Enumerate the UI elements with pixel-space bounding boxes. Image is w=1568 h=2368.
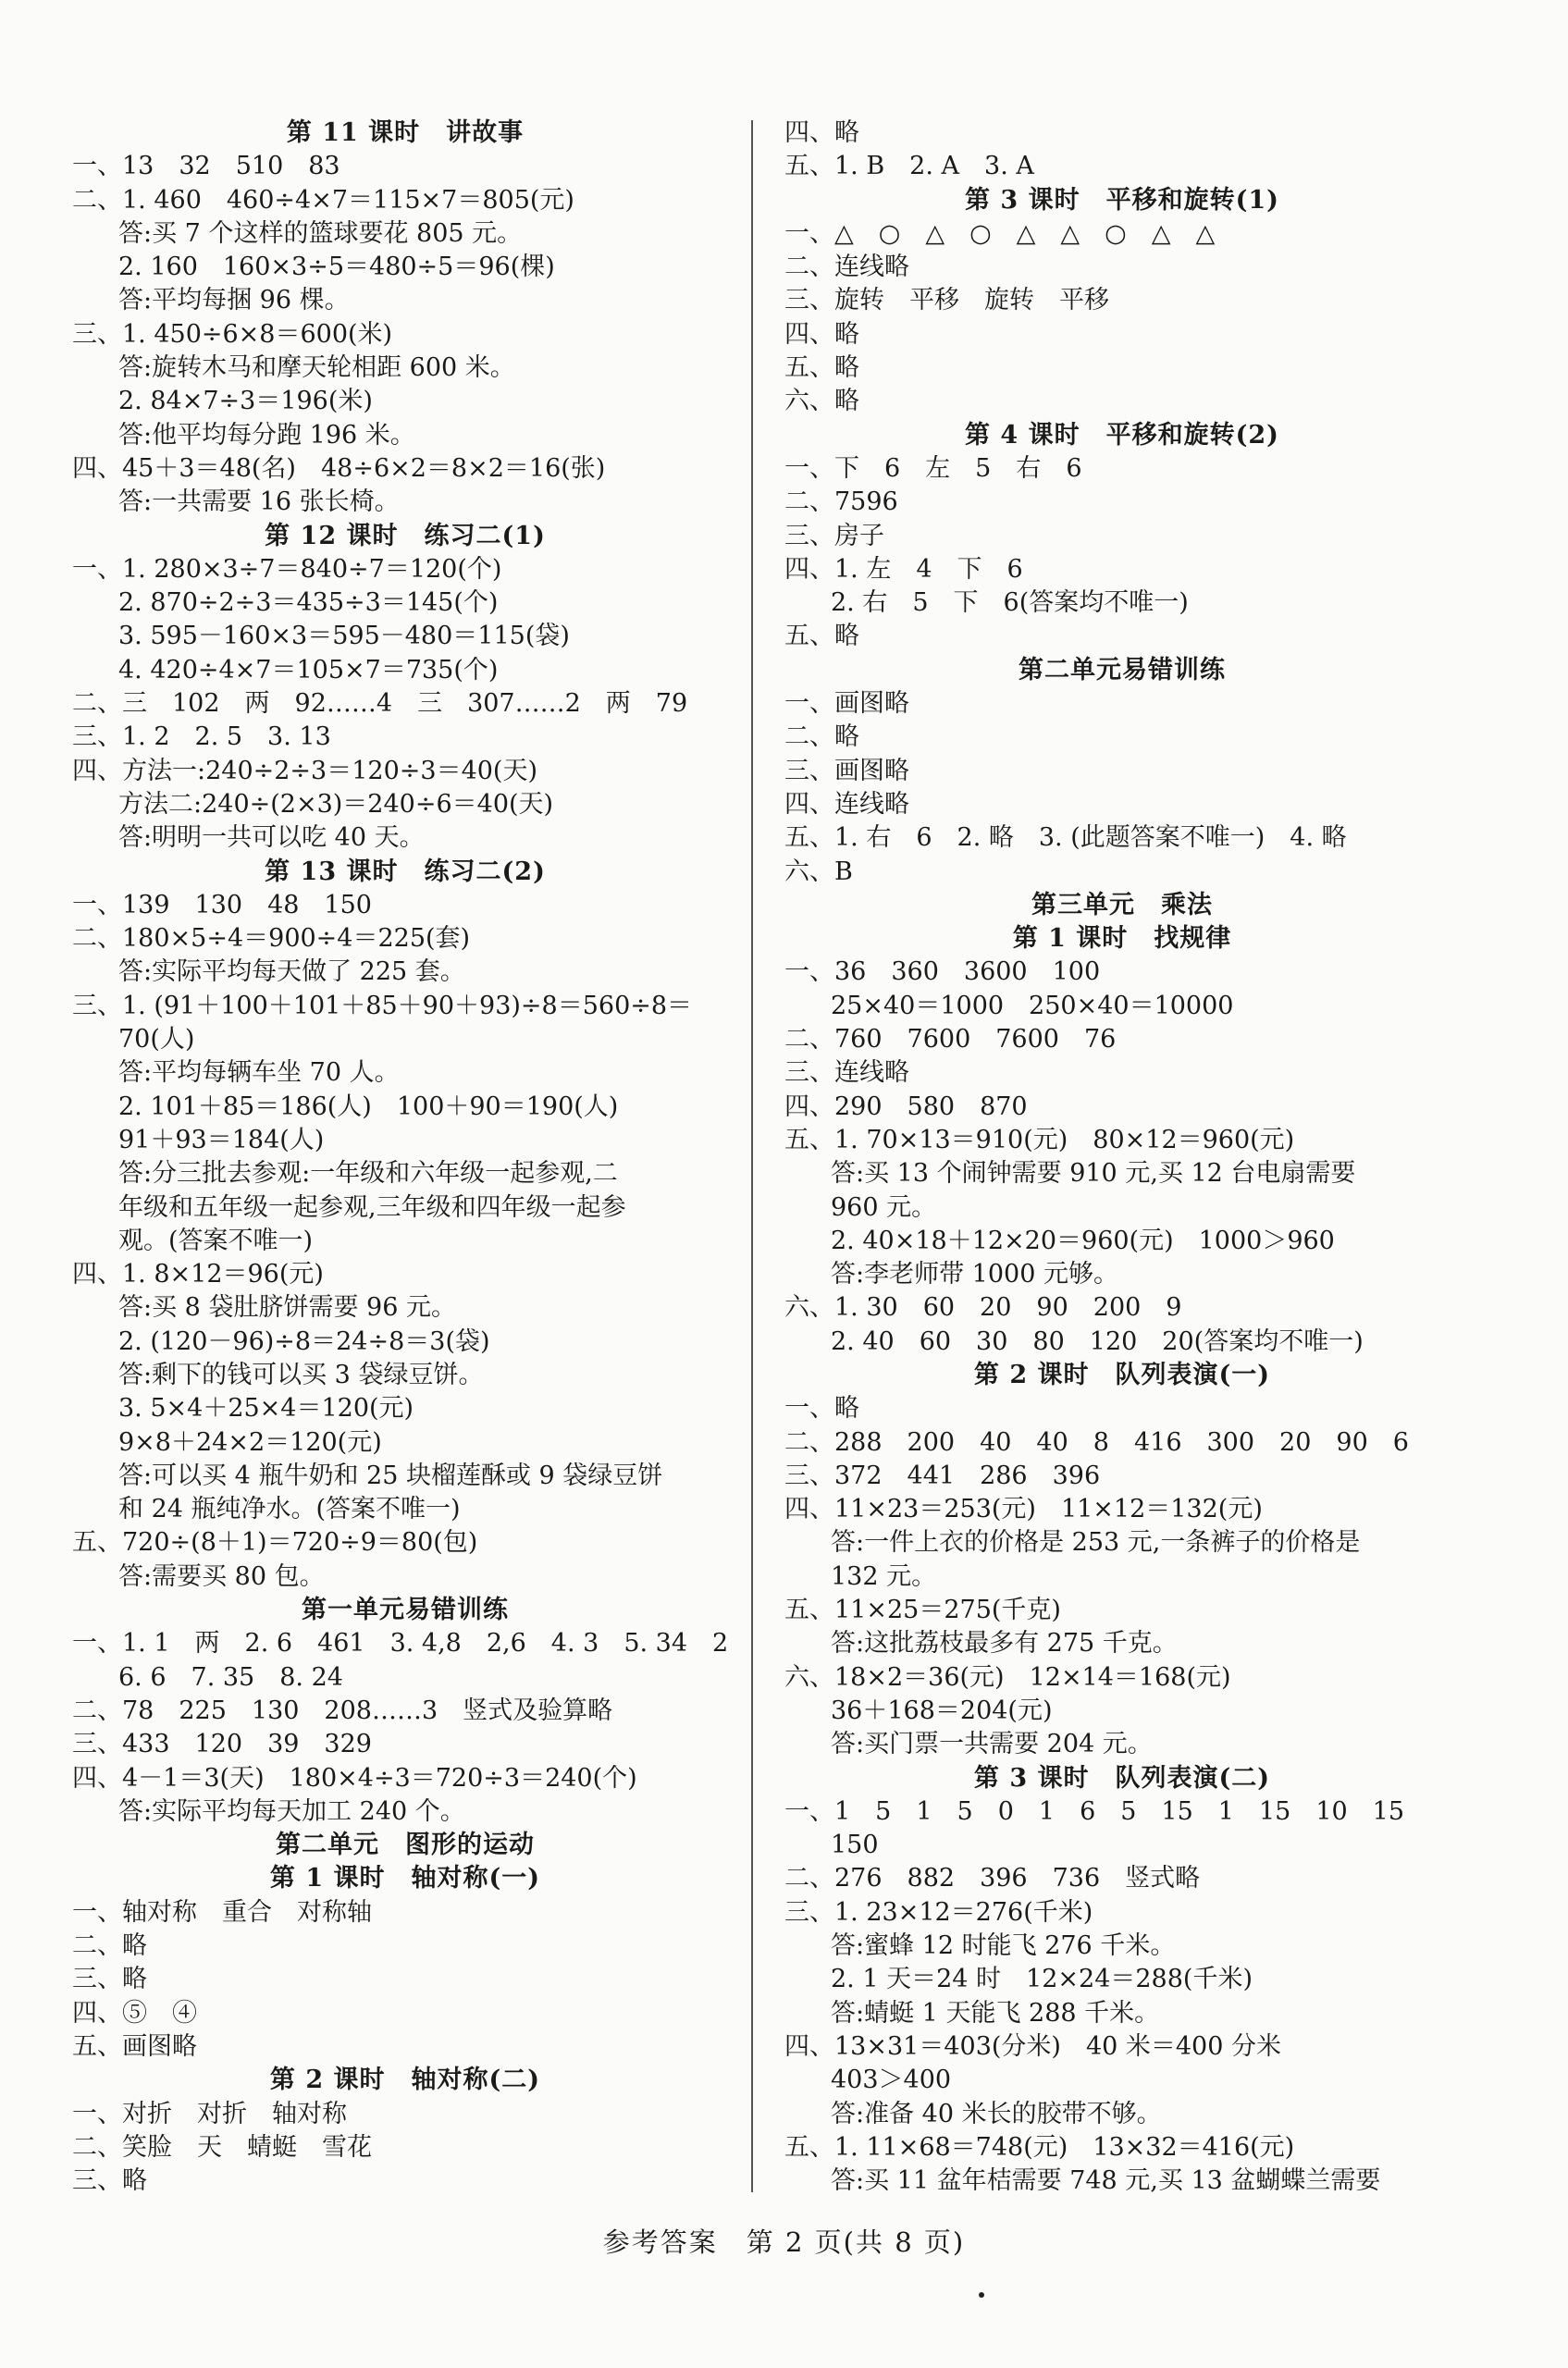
answer-line: 四、方法一:240÷2÷3＝120÷3＝40(天) bbox=[72, 756, 537, 785]
answer-line: 70(人) bbox=[118, 1025, 195, 1054]
page-dot bbox=[979, 2292, 984, 2298]
answer-line: 二、略 bbox=[784, 722, 859, 752]
answer-line: 2. 160 160×3÷5＝480÷5＝96(棵) bbox=[118, 253, 555, 282]
section-heading: 第 12 课时 练习二(1) bbox=[265, 521, 546, 550]
answer-line: 一、1. 280×3÷7＝840÷7＝120(个) bbox=[72, 554, 502, 584]
answer-line: 五、略 bbox=[784, 622, 859, 651]
answer-line: 2. 右 5 下 6(答案均不唯一) bbox=[831, 588, 1189, 618]
answer-line: 答:旋转木马和摩天轮相距 600 米。 bbox=[118, 353, 515, 383]
section-heading: 第 1 课时 找规律 bbox=[1012, 924, 1232, 954]
answer-line: 二、78 225 130 208……3 竖式及验算略 bbox=[72, 1696, 613, 1725]
answer-line: 2. 84×7÷3＝196(米) bbox=[118, 387, 373, 416]
answer-line: 五、720÷(8＋1)＝720÷9＝80(包) bbox=[72, 1528, 478, 1558]
section-heading: 第一单元易错训练 bbox=[302, 1596, 509, 1625]
answer-line: 2. (120－96)÷8＝24÷8＝3(袋) bbox=[118, 1326, 490, 1356]
answer-line: 三、1. (91＋100＋101＋85＋90＋93)÷8＝560÷8＝ bbox=[72, 991, 693, 1020]
answer-line: 一、139 130 48 150 bbox=[72, 890, 372, 919]
answer-line: 三、旋转 平移 旋转 平移 bbox=[784, 286, 1109, 315]
section-heading: 第二单元易错训练 bbox=[1019, 655, 1226, 684]
answer-line: 4. 420÷4×7＝105×7＝735(个) bbox=[118, 655, 499, 684]
answer-line: 二、三 102 两 92……4 三 307……2 两 79 bbox=[72, 689, 688, 719]
column-divider bbox=[751, 120, 753, 2192]
section-heading: 第 3 课时 平移和旋转(1) bbox=[965, 185, 1279, 215]
answer-line: 答:李老师带 1000 元够。 bbox=[831, 1260, 1118, 1289]
page-footer: 参考答案 第 2 页(共 8 页) bbox=[602, 2226, 966, 2258]
answer-line: 二、1. 460 460÷4×7＝115×7＝805(元) bbox=[72, 185, 574, 215]
answer-line: 3. 595－160×3＝595－480＝115(袋) bbox=[118, 622, 570, 651]
answer-line: 五、画图略 bbox=[72, 2031, 197, 2061]
answer-line: 四、略 bbox=[784, 118, 859, 147]
answer-line: 一、轴对称 重合 对称轴 bbox=[72, 1897, 372, 1927]
answer-line: 一、对折 对折 轴对称 bbox=[72, 2099, 347, 2128]
answer-line: 150 bbox=[831, 1831, 879, 1860]
answer-line: 9×8＋24×2＝120(元) bbox=[118, 1427, 382, 1457]
answer-line: 答:一共需要 16 张长椅。 bbox=[118, 487, 400, 517]
answer-line: 二、180×5÷4＝900÷4＝225(套) bbox=[72, 924, 471, 954]
answer-line: 三、略 bbox=[72, 2166, 147, 2196]
answer-line: 四、45＋3＝48(名) 48÷6×2＝8×2＝16(张) bbox=[72, 453, 606, 483]
answer-line: 答:蜜蜂 12 时能飞 276 千米。 bbox=[831, 1931, 1176, 1961]
answer-line: 3. 5×4＋25×4＝120(元) bbox=[118, 1394, 414, 1424]
answer-line: 三、略 bbox=[72, 1965, 147, 1994]
answer-line: 方法二:240÷(2×3)＝240÷6＝40(天) bbox=[118, 789, 554, 819]
section-heading: 第三单元 乘法 bbox=[1031, 890, 1213, 919]
answer-line: 三、房子 bbox=[784, 521, 884, 550]
answer-line: 答:买 7 个这样的篮球要花 805 元。 bbox=[118, 218, 523, 248]
answer-line: 403＞400 bbox=[831, 2066, 952, 2095]
answer-line: 二、276 882 396 736 竖式略 bbox=[784, 1864, 1201, 1893]
answer-line: 答:分三批去参观:一年级和六年级一起参观,二 bbox=[118, 1159, 618, 1189]
answer-line: 一、1. 1 两 2. 6 461 3. 4,8 2,6 4. 3 5. 34 2 bbox=[72, 1629, 729, 1659]
answer-line: 四、4－1＝3(天) 180×4÷3＝720÷3＝240(个) bbox=[72, 1763, 637, 1793]
answer-line: 四、连线略 bbox=[784, 789, 909, 819]
answer-line: 三、372 441 286 396 bbox=[784, 1461, 1101, 1490]
answer-line: 答:买 11 盆年桔需要 748 元,买 13 盆蝴蝶兰需要 bbox=[831, 2166, 1381, 2196]
answer-line: 一、1 5 1 5 0 1 6 5 15 1 15 10 15 bbox=[784, 1796, 1405, 1826]
answer-line: 五、略 bbox=[784, 353, 859, 383]
answer-line: 一、13 32 510 83 bbox=[72, 152, 340, 181]
answer-line: 答:平均每捆 96 棵。 bbox=[118, 286, 350, 315]
answer-line: 答:可以买 4 瓶牛奶和 25 块榴莲酥或 9 袋绿豆饼 bbox=[118, 1461, 663, 1490]
answer-line: 答:需要买 80 包。 bbox=[118, 1561, 325, 1591]
answer-line: 132 元。 bbox=[831, 1561, 937, 1591]
answer-line: 六、B bbox=[784, 857, 853, 886]
answer-line: 答:买门票一共需要 204 元。 bbox=[831, 1730, 1153, 1759]
answer-line: 2. 40 60 30 80 120 20(答案均不唯一) bbox=[831, 1326, 1364, 1356]
answer-line: 和 24 瓶纯净水。(答案不唯一) bbox=[118, 1495, 461, 1524]
answer-line: 六、1. 30 60 20 90 200 9 bbox=[784, 1293, 1182, 1323]
answer-line: 三、1. 450÷6×8＝600(米) bbox=[72, 319, 393, 349]
answer-line: 三、连线略 bbox=[784, 1058, 909, 1088]
answer-line: 六、18×2＝36(元) 12×14＝168(元) bbox=[784, 1662, 1231, 1692]
section-heading: 第 2 课时 队列表演(一) bbox=[973, 1360, 1271, 1389]
answer-line: 四、1. 8×12＝96(元) bbox=[72, 1260, 324, 1289]
answer-line: 一、36 360 3600 100 bbox=[784, 957, 1101, 987]
answer-line: 四、⑤ ④ bbox=[72, 1998, 197, 2028]
answer-line: 6. 6 7. 35 8. 24 bbox=[118, 1662, 343, 1692]
answer-line: 五、11×25＝275(千克) bbox=[784, 1596, 1061, 1625]
answer-line: 二、略 bbox=[72, 1931, 147, 1961]
answer-line: 三、1. 2 2. 5 3. 13 bbox=[72, 722, 331, 752]
right-column bbox=[784, 117, 1460, 2198]
answer-line: 答:这批荔枝最多有 275 千克。 bbox=[831, 1629, 1178, 1659]
answer-line: 一、略 bbox=[784, 1394, 859, 1424]
answer-line: 四、13×31＝403(分米) 40 米＝400 分米 bbox=[784, 2031, 1281, 2061]
answer-line: 答:剩下的钱可以买 3 袋绿豆饼。 bbox=[118, 1360, 484, 1389]
answer-line: 25×40＝1000 250×40＝10000 bbox=[831, 991, 1234, 1020]
answer-line: 答:明明一共可以吃 40 天。 bbox=[118, 823, 425, 853]
answer-line: 2. 870÷2÷3＝435÷3＝145(个) bbox=[118, 588, 499, 618]
section-heading: 第二单元 图形的运动 bbox=[276, 1831, 535, 1860]
answer-line: 五、1. 70×13＝910(元) 80×12＝960(元) bbox=[784, 1125, 1295, 1154]
answer-line: 五、1. 右 6 2. 略 3. (此题答案不唯一) 4. 略 bbox=[784, 823, 1347, 853]
answer-line: 观。(答案不唯一) bbox=[118, 1226, 314, 1255]
answer-line: 2. 40×18＋12×20＝960(元) 1000＞960 bbox=[831, 1226, 1335, 1255]
answer-line: 三、1. 23×12＝276(千米) bbox=[784, 1897, 1093, 1927]
answer-line: 五、1. 11×68＝748(元) 13×32＝416(元) bbox=[784, 2132, 1295, 2162]
answer-line: 960 元。 bbox=[831, 1192, 937, 1222]
answer-line: 三、433 120 39 329 bbox=[72, 1730, 372, 1759]
section-heading: 第 3 课时 队列表演(二) bbox=[973, 1763, 1271, 1793]
answer-line: 年级和五年级一起参观,三年级和四年级一起参 bbox=[118, 1192, 626, 1222]
answer-line: 36＋168＝204(元) bbox=[831, 1696, 1053, 1725]
answer-line: 二、760 7600 7600 76 bbox=[784, 1025, 1117, 1054]
answer-line: 答:买 13 个闹钟需要 910 元,买 12 台电扇需要 bbox=[831, 1159, 1356, 1189]
answer-line: 91＋93＝184(人) bbox=[118, 1125, 325, 1154]
answer-line: 三、画图略 bbox=[784, 756, 909, 785]
answer-line: 2. 101＋85＝186(人) 100＋90＝190(人) bbox=[118, 1092, 619, 1121]
answer-line: 二、连线略 bbox=[784, 253, 909, 282]
answer-line: 一、△ ○ △ ○ △ △ ○ △ △ bbox=[784, 218, 1216, 248]
answer-line: 五、1. B 2. A 3. A bbox=[784, 152, 1034, 181]
answer-line: 答:平均每辆车坐 70 人。 bbox=[118, 1058, 400, 1088]
answer-line: 2. 1 天＝24 时 12×24＝288(千米) bbox=[831, 1965, 1253, 1994]
answer-line: 答:他平均每分跑 196 米。 bbox=[118, 420, 415, 450]
section-heading: 第 13 课时 练习二(2) bbox=[265, 857, 546, 886]
answer-line: 二、288 200 40 40 8 416 300 20 90 6 bbox=[784, 1427, 1409, 1457]
section-heading: 第 11 课时 讲故事 bbox=[286, 118, 525, 147]
answer-line: 答:蜻蜓 1 天能飞 288 千米。 bbox=[831, 1998, 1160, 2028]
answer-line: 四、略 bbox=[784, 319, 859, 349]
section-heading: 第 2 课时 轴对称(二) bbox=[269, 2066, 541, 2095]
section-heading: 第 4 课时 平移和旋转(2) bbox=[965, 420, 1279, 450]
answer-line: 一、画图略 bbox=[784, 689, 909, 719]
answer-line: 六、略 bbox=[784, 387, 859, 416]
section-heading: 第 1 课时 轴对称(一) bbox=[269, 1864, 541, 1893]
answer-line: 二、笑脸 天 蜻蜓 雪花 bbox=[72, 2132, 372, 2162]
answer-line: 答:实际平均每天加工 240 个。 bbox=[118, 1796, 465, 1826]
answer-line: 四、1. 左 4 下 6 bbox=[784, 554, 1023, 584]
left-column bbox=[72, 117, 738, 2198]
answer-line: 答:一件上衣的价格是 253 元,一条裤子的价格是 bbox=[831, 1528, 1361, 1558]
answer-line: 四、290 580 870 bbox=[784, 1092, 1028, 1121]
answer-line: 一、下 6 左 5 右 6 bbox=[784, 453, 1082, 483]
answer-line: 四、11×23＝253(元) 11×12＝132(元) bbox=[784, 1495, 1263, 1524]
answer-line: 答:买 8 袋肚脐饼需要 96 元。 bbox=[118, 1293, 456, 1323]
answer-line: 答:实际平均每天做了 225 套。 bbox=[118, 957, 465, 987]
answer-line: 二、7596 bbox=[784, 487, 898, 517]
answer-line: 答:准备 40 米长的胶带不够。 bbox=[831, 2099, 1162, 2128]
